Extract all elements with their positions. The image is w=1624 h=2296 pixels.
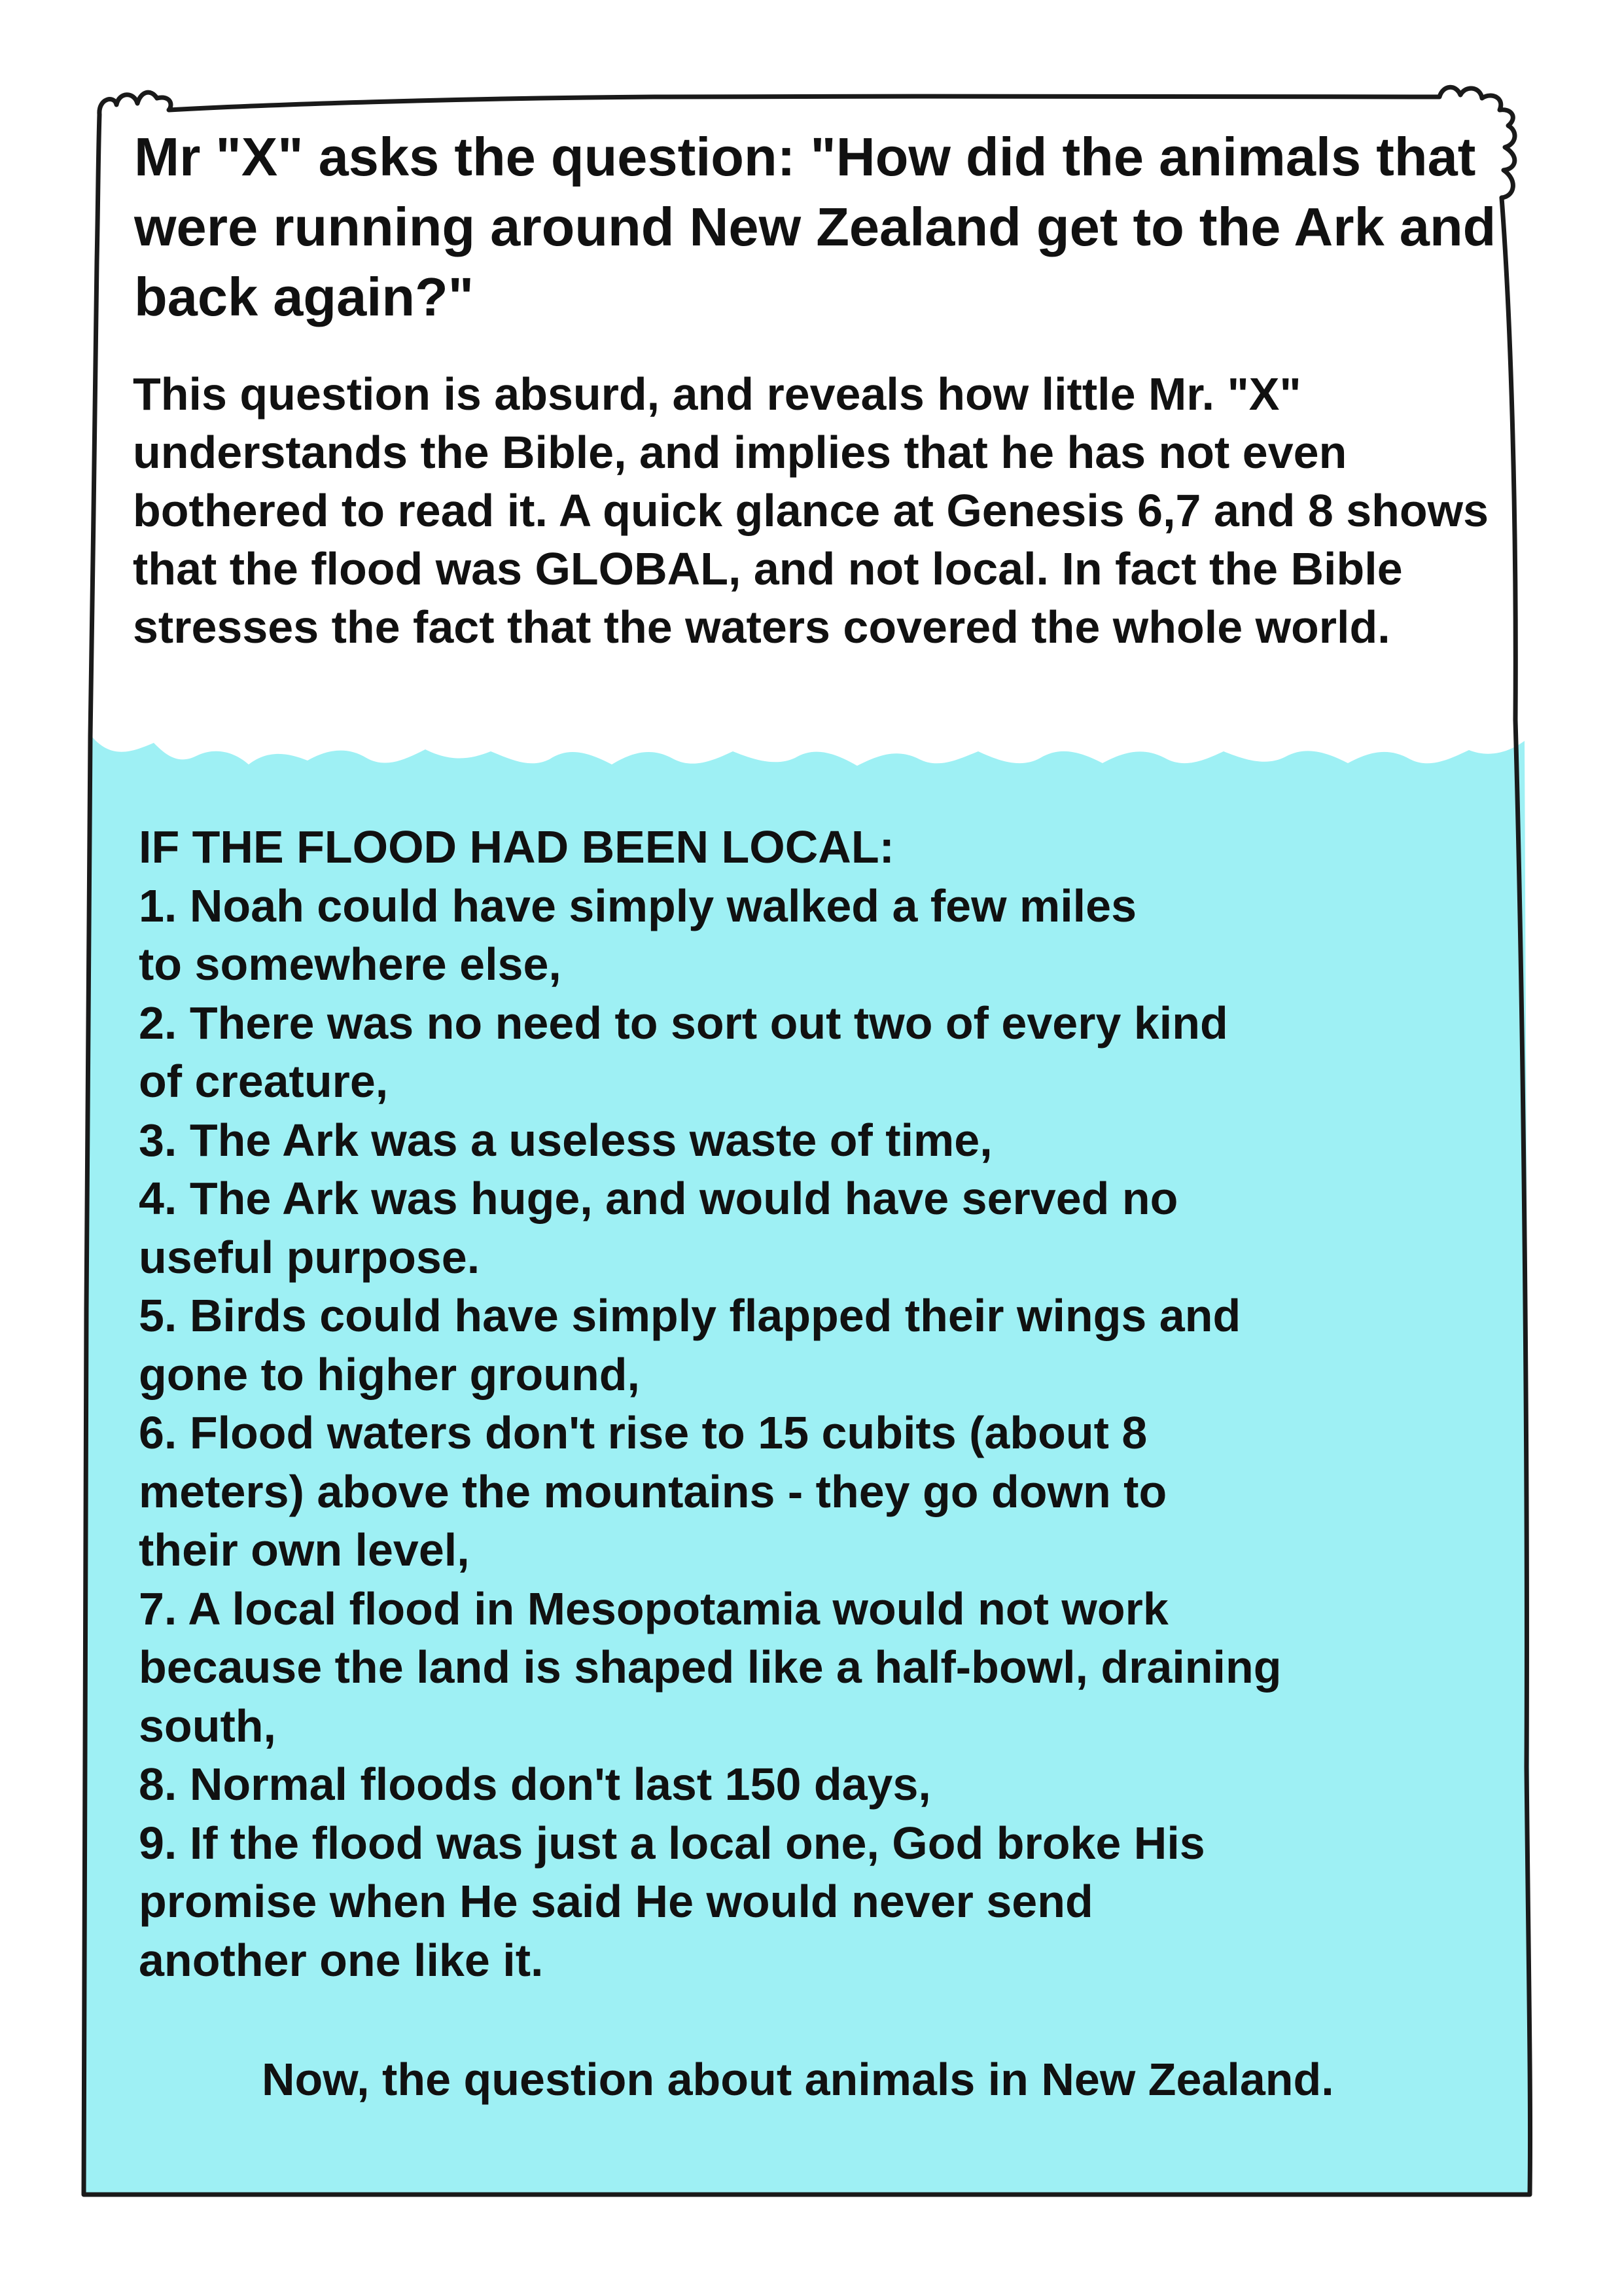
list-line: 4. The Ark was huge, and would have served no xyxy=(139,1173,1178,1224)
list-line: meters) above the mountains - they go down to xyxy=(139,1465,1167,1517)
list-line: of creature, xyxy=(139,1056,389,1107)
closing-line: Now, the question about animals in New Zealand. xyxy=(262,2054,1334,2105)
list-line: to somewhere else, xyxy=(139,939,561,990)
list-line: 1. Noah could have simply walked a few miles xyxy=(139,880,1137,931)
question-heading: Mr "X" asks the question: "How did the animals that were running around New Zealand get to the Ark and back again?" xyxy=(134,126,1496,327)
list-line: promise when He said He would never send xyxy=(139,1876,1093,1927)
list-line: 3. The Ark was a useless waste of time, xyxy=(139,1114,993,1166)
local-flood-list xyxy=(139,818,1545,1990)
list-line: south, xyxy=(139,1700,276,1751)
list-line: 2. There was no need to sort out two of every kind xyxy=(139,997,1228,1049)
list-line: 9. If the flood was just a local one, God broke His xyxy=(139,1817,1205,1869)
list-line: gone to higher ground, xyxy=(139,1348,641,1400)
list-line: useful purpose. xyxy=(139,1231,480,1283)
list-heading: IF THE FLOOD HAD BEEN LOCAL: xyxy=(139,821,894,872)
intro-paragraph: This question is absurd, and reveals how little Mr. "X" understands the Bible, and implies that he has not even bothered to read it. A quick glance at Genesis 6,7 and 8 shows that the flood was GLOBAL, and not local. In fact the Bible stresses the fact that the waters covered the whole world. xyxy=(133,368,1489,653)
list-line: their own level, xyxy=(139,1524,470,1575)
list-line: 8. Normal floods don't last 150 days, xyxy=(139,1759,931,1810)
list-line: another one like it. xyxy=(139,1934,544,1986)
list-line: because the land is shaped like a half-bowl, draining xyxy=(139,1641,1282,1693)
list-line: 5. Birds could have simply flapped their wings and xyxy=(139,1290,1241,1341)
list-line: 6. Flood waters don't rise to 15 cubits (about 8 xyxy=(139,1407,1148,1458)
list-line: 7. A local flood in Mesopotamia would not work xyxy=(139,1583,1169,1634)
